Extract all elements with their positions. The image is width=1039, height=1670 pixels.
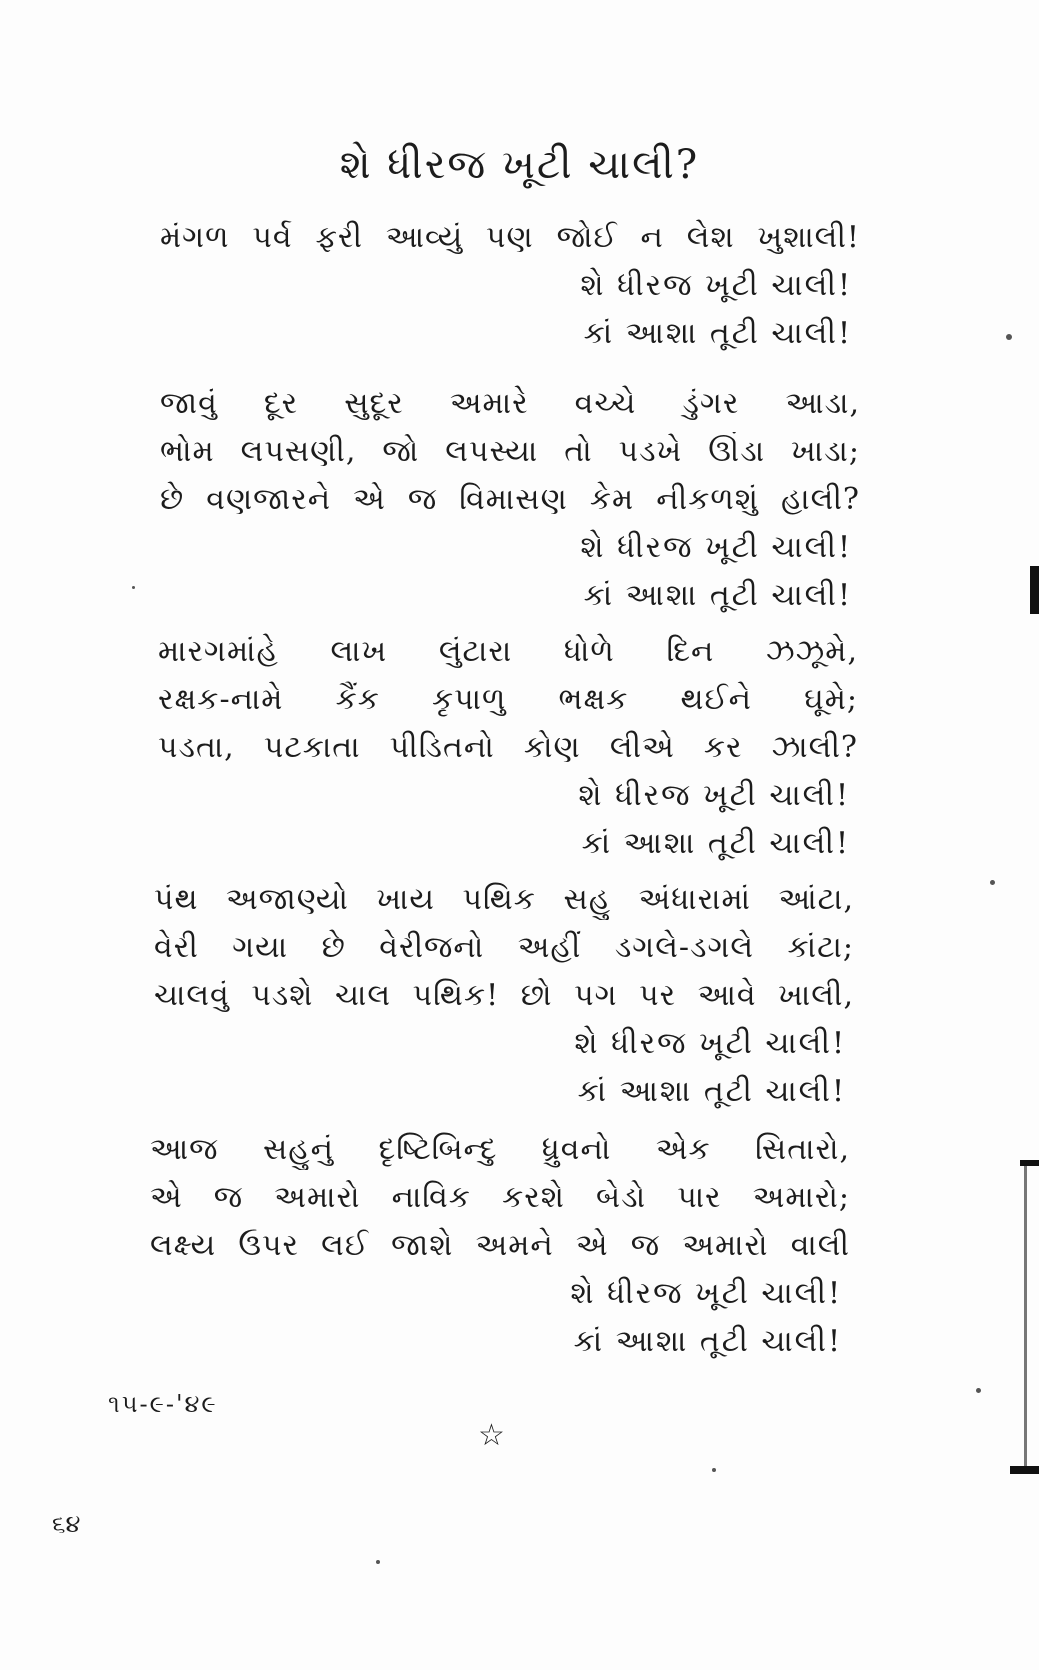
scan-speck bbox=[990, 880, 995, 885]
scan-speck bbox=[976, 1388, 981, 1393]
poem-refrain-line: શે ધીરજ ખૂટી ચાલી! bbox=[578, 778, 850, 813]
star-ornament: ☆ bbox=[478, 1418, 505, 1453]
poem-verse-line: ચાલવું પડશે ચાલ પથિક! છો પગ પર આવે ખાલી, bbox=[154, 978, 854, 1013]
poem-verse-line: છે વણજારને એ જ વિમાસણ કેમ નીકળશું હાલી? bbox=[160, 482, 860, 517]
scan-speck bbox=[376, 1560, 380, 1564]
poem-verse-line: રક્ષક-નામે કૈંક કૃપાળુ ભક્ષક થઈને ઘૂમે; bbox=[158, 682, 858, 717]
poem-verse-line: ભોમ લપસણી, જો લપસ્યા તો પડખે ઊંડા ખાડા; bbox=[160, 434, 860, 469]
poem-title: શે ધીરજ ખૂટી ચાલી? bbox=[339, 142, 700, 188]
poem-refrain-line: શે ધીરજ ખૂટી ચાલી! bbox=[570, 1276, 842, 1311]
scan-speck bbox=[712, 1468, 716, 1472]
poem-verse-line: વેરી ગયા છે વેરીજનો અહીં ડગલે-ડગલે કાંટા; bbox=[154, 930, 854, 965]
poem-refrain-line: કાં આશા તૂટી ચાલી! bbox=[581, 826, 850, 861]
scan-edge-mark bbox=[1030, 566, 1039, 614]
scan-edge-mark bbox=[1024, 1166, 1027, 1466]
scan-edge-mark bbox=[1020, 1160, 1039, 1166]
poem-verse-line: પંથ અજાણ્યો ખાય પથિક સહુ અંધારામાં આંટા, bbox=[154, 882, 854, 917]
poem-refrain-line: શે ધીરજ ખૂટી ચાલી! bbox=[580, 268, 852, 303]
poem-refrain-line: શે ધીરજ ખૂટી ચાલી! bbox=[574, 1026, 846, 1061]
scan-speck bbox=[1006, 334, 1012, 340]
poem-refrain-line: કાં આશા તૂટી ચાલી! bbox=[577, 1074, 846, 1109]
poem-refrain-line: કાં આશા તૂટી ચાલી! bbox=[583, 578, 852, 613]
poem-refrain-line: કાં આશા તૂટી ચાલી! bbox=[573, 1324, 842, 1359]
poem-date: ૧૫-૯-'૪૯ bbox=[108, 1390, 218, 1418]
poem-verse-line: પડતા, પટકાતા પીડિતનો કોણ લીએ કર ઝાલી? bbox=[158, 730, 858, 765]
scan-edge-mark bbox=[1010, 1466, 1039, 1474]
poem-verse-line: મારગમાંહે લાખ લુંટારા ધોળે દિન ઝઝૂમે, bbox=[158, 634, 858, 669]
scan-speck bbox=[132, 586, 135, 589]
poem-verse-line: આજ સહુનું દૃષ્ટિબિન્દુ ધ્રુવનો એક સિતારો, bbox=[150, 1132, 850, 1167]
poem-verse-line: લક્ષ્ય ઉપર લઈ જાશે અમને એ જ અમારો વાલી bbox=[150, 1228, 850, 1263]
poem-refrain-line: શે ધીરજ ખૂટી ચાલી! bbox=[580, 530, 852, 565]
poem-verse-line: એ જ અમારો નાવિક કરશે બેડો પાર અમારો; bbox=[150, 1180, 850, 1215]
page-number: ૬૪ bbox=[52, 1510, 81, 1538]
poem-verse-line: જાવું દૂર સુદૂર અમારે વચ્ચે ડુંગર આડા, bbox=[160, 386, 860, 421]
poem-refrain-line: કાં આશા તૂટી ચાલી! bbox=[583, 316, 852, 351]
poem-verse-line: મંગળ પર્વ ફરી આવ્યું પણ જોઈ ન લેશ ખુશાલી! bbox=[160, 220, 860, 255]
